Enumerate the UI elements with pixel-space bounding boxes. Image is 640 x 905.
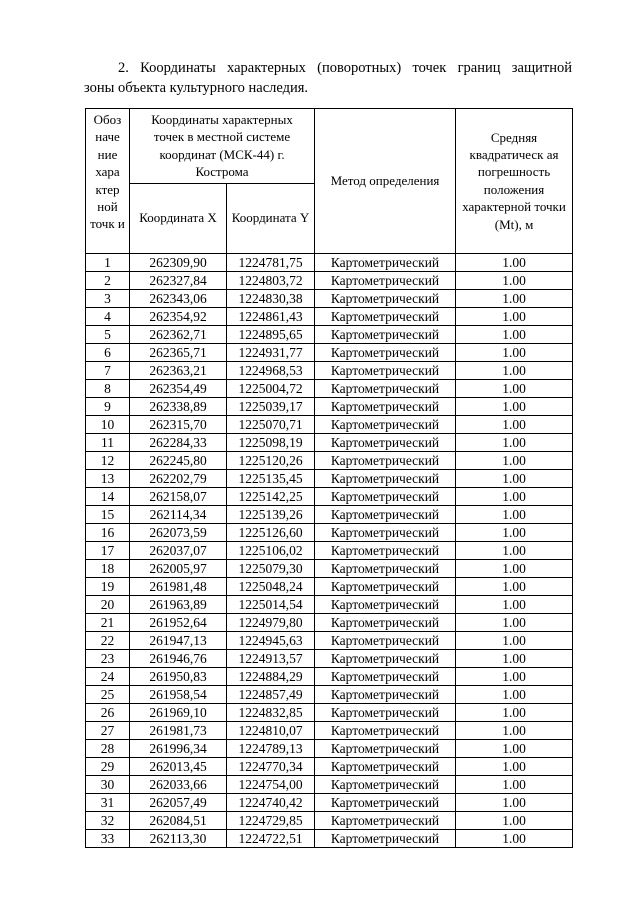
method-value: Картометрический	[315, 667, 456, 685]
point-number: 4	[86, 307, 130, 325]
table-row	[86, 703, 573, 721]
mean-error-value: 1.00	[456, 541, 573, 559]
heading-line-1: 2. Координаты характерных (поворотных) точек границ защитной	[118, 60, 572, 76]
table-row	[86, 379, 573, 397]
coordinate-x-value: 262362,71	[130, 325, 227, 343]
method-value: Картометрический	[315, 361, 456, 379]
mean-error-value: 1.00	[456, 433, 573, 451]
coordinate-x-value: 262202,79	[130, 469, 227, 487]
coordinate-y-value: 1225135,45	[227, 469, 315, 487]
mean-error-value: 1.00	[456, 811, 573, 829]
point-number: 9	[86, 397, 130, 415]
table-row	[86, 271, 573, 289]
coordinate-y-value: 1224884,29	[227, 667, 315, 685]
point-number: 2	[86, 271, 130, 289]
mean-error-value: 1.00	[456, 559, 573, 577]
header-coordinate-y: Координата Y	[227, 183, 315, 253]
mean-error-value: 1.00	[456, 289, 573, 307]
coordinate-y-value: 1224830,38	[227, 289, 315, 307]
point-number: 5	[86, 325, 130, 343]
method-value: Картометрический	[315, 523, 456, 541]
mean-error-value: 1.00	[456, 343, 573, 361]
coordinate-y-value: 1224861,43	[227, 307, 315, 325]
method-value: Картометрический	[315, 469, 456, 487]
coordinate-y-value: 1224968,53	[227, 361, 315, 379]
method-value: Картометрический	[315, 505, 456, 523]
method-value: Картометрический	[315, 811, 456, 829]
table-row	[86, 523, 573, 541]
coordinate-y-value: 1224832,85	[227, 703, 315, 721]
table-row	[86, 793, 573, 811]
method-value: Картометрический	[315, 289, 456, 307]
coordinate-x-value: 262309,90	[130, 253, 227, 271]
table-row	[86, 415, 573, 433]
point-number: 6	[86, 343, 130, 361]
mean-error-value: 1.00	[456, 649, 573, 667]
coordinate-y-value: 1225120,26	[227, 451, 315, 469]
coordinate-y-value: 1224722,51	[227, 829, 315, 847]
point-number: 21	[86, 613, 130, 631]
point-number: 20	[86, 595, 130, 613]
coordinate-x-value: 262284,33	[130, 433, 227, 451]
coordinate-y-value: 1225048,24	[227, 577, 315, 595]
coordinate-x-value: 262005,97	[130, 559, 227, 577]
coordinate-x-value: 261981,48	[130, 577, 227, 595]
mean-error-value: 1.00	[456, 829, 573, 847]
method-value: Картометрический	[315, 271, 456, 289]
point-number: 17	[86, 541, 130, 559]
coordinate-y-value: 1224729,85	[227, 811, 315, 829]
method-value: Картометрический	[315, 559, 456, 577]
coordinate-x-value: 262354,92	[130, 307, 227, 325]
table-row	[86, 721, 573, 739]
method-value: Картометрический	[315, 775, 456, 793]
table-row	[86, 433, 573, 451]
point-number: 24	[86, 667, 130, 685]
mean-error-value: 1.00	[456, 577, 573, 595]
point-number: 1	[86, 253, 130, 271]
point-number: 30	[86, 775, 130, 793]
coordinate-y-value: 1224781,75	[227, 253, 315, 271]
point-number: 19	[86, 577, 130, 595]
table-header	[86, 109, 573, 254]
coordinate-x-value: 261981,73	[130, 721, 227, 739]
mean-error-value: 1.00	[456, 721, 573, 739]
coordinate-x-value: 261947,13	[130, 631, 227, 649]
method-value: Картометрический	[315, 487, 456, 505]
point-number: 31	[86, 793, 130, 811]
mean-error-value: 1.00	[456, 487, 573, 505]
table-row	[86, 253, 573, 271]
mean-error-value: 1.00	[456, 793, 573, 811]
method-value: Картометрический	[315, 307, 456, 325]
point-number: 3	[86, 289, 130, 307]
point-number: 12	[86, 451, 130, 469]
point-number: 14	[86, 487, 130, 505]
coordinate-x-value: 262057,49	[130, 793, 227, 811]
table-row	[86, 361, 573, 379]
table-row	[86, 325, 573, 343]
header-coordinates-group: Координаты характерных точек в местной системе координат (МСК-44) г. Кострома	[130, 109, 315, 184]
coordinate-y-value: 1224895,65	[227, 325, 315, 343]
table-row	[86, 649, 573, 667]
mean-error-value: 1.00	[456, 775, 573, 793]
mean-error-value: 1.00	[456, 505, 573, 523]
section-heading	[84, 58, 572, 98]
point-number: 11	[86, 433, 130, 451]
table-row	[86, 343, 573, 361]
coordinate-y-value: 1225139,26	[227, 505, 315, 523]
point-number: 23	[86, 649, 130, 667]
mean-error-value: 1.00	[456, 757, 573, 775]
coordinate-x-value: 262363,21	[130, 361, 227, 379]
mean-error-value: 1.00	[456, 685, 573, 703]
mean-error-value: 1.00	[456, 415, 573, 433]
coordinate-y-value: 1224857,49	[227, 685, 315, 703]
method-value: Картометрический	[315, 829, 456, 847]
coordinate-y-value: 1225039,17	[227, 397, 315, 415]
point-number: 28	[86, 739, 130, 757]
mean-error-value: 1.00	[456, 451, 573, 469]
table-row	[86, 631, 573, 649]
table-row	[86, 397, 573, 415]
table-row	[86, 559, 573, 577]
coordinate-y-value: 1224931,77	[227, 343, 315, 361]
point-number: 13	[86, 469, 130, 487]
method-value: Картометрический	[315, 397, 456, 415]
coordinate-y-value: 1225098,19	[227, 433, 315, 451]
point-number: 29	[86, 757, 130, 775]
coordinate-y-value: 1224979,80	[227, 613, 315, 631]
table-row	[86, 487, 573, 505]
coordinate-x-value: 262013,45	[130, 757, 227, 775]
table-row	[86, 811, 573, 829]
coordinate-x-value: 262338,89	[130, 397, 227, 415]
point-number: 33	[86, 829, 130, 847]
coordinate-y-value: 1224810,07	[227, 721, 315, 739]
coordinate-y-value: 1224789,13	[227, 739, 315, 757]
point-number: 22	[86, 631, 130, 649]
method-value: Картометрический	[315, 721, 456, 739]
point-number: 18	[86, 559, 130, 577]
coordinate-x-value: 262343,06	[130, 289, 227, 307]
coordinate-x-value: 262315,70	[130, 415, 227, 433]
method-value: Картометрический	[315, 613, 456, 631]
coordinate-y-value: 1225070,71	[227, 415, 315, 433]
coordinate-y-value: 1225079,30	[227, 559, 315, 577]
coordinate-x-value: 262037,07	[130, 541, 227, 559]
coordinate-y-value: 1225106,02	[227, 541, 315, 559]
mean-error-value: 1.00	[456, 631, 573, 649]
point-number: 15	[86, 505, 130, 523]
coordinate-x-value: 262327,84	[130, 271, 227, 289]
coordinate-x-value: 262114,34	[130, 505, 227, 523]
point-number: 7	[86, 361, 130, 379]
mean-error-value: 1.00	[456, 307, 573, 325]
coordinates-table	[85, 108, 573, 848]
coordinate-x-value: 262033,66	[130, 775, 227, 793]
mean-error-value: 1.00	[456, 361, 573, 379]
method-value: Картометрический	[315, 325, 456, 343]
table-row	[86, 739, 573, 757]
table-row	[86, 595, 573, 613]
method-value: Картометрический	[315, 649, 456, 667]
mean-error-value: 1.00	[456, 703, 573, 721]
mean-error-value: 1.00	[456, 667, 573, 685]
method-value: Картометрический	[315, 433, 456, 451]
header-mean-error: Средняя квадратическ ая погрешность положения характерной точки (Mt), м	[456, 109, 573, 254]
coordinate-y-value: 1224803,72	[227, 271, 315, 289]
coordinate-x-value: 262113,30	[130, 829, 227, 847]
coordinate-x-value: 262245,80	[130, 451, 227, 469]
point-number: 32	[86, 811, 130, 829]
coordinate-y-value: 1224770,34	[227, 757, 315, 775]
method-value: Картометрический	[315, 595, 456, 613]
mean-error-value: 1.00	[456, 469, 573, 487]
mean-error-value: 1.00	[456, 397, 573, 415]
coordinate-x-value: 261946,76	[130, 649, 227, 667]
table-row	[86, 307, 573, 325]
mean-error-value: 1.00	[456, 271, 573, 289]
coordinate-y-value: 1224740,42	[227, 793, 315, 811]
point-number: 8	[86, 379, 130, 397]
header-point-designation: Обоз наче ние хара ктер ной точк и	[86, 109, 130, 254]
mean-error-value: 1.00	[456, 739, 573, 757]
coordinate-y-value: 1225126,60	[227, 523, 315, 541]
point-number: 26	[86, 703, 130, 721]
coordinate-x-value: 262073,59	[130, 523, 227, 541]
table-row	[86, 667, 573, 685]
coordinate-x-value: 261963,89	[130, 595, 227, 613]
coordinate-y-value: 1224913,57	[227, 649, 315, 667]
method-value: Картометрический	[315, 739, 456, 757]
mean-error-value: 1.00	[456, 523, 573, 541]
table-row	[86, 577, 573, 595]
method-value: Картометрический	[315, 631, 456, 649]
coordinate-y-value: 1225142,25	[227, 487, 315, 505]
header-method: Метод определения	[315, 109, 456, 254]
coordinate-y-value: 1225004,72	[227, 379, 315, 397]
table-row	[86, 505, 573, 523]
method-value: Картометрический	[315, 415, 456, 433]
point-number: 25	[86, 685, 130, 703]
mean-error-value: 1.00	[456, 613, 573, 631]
coordinate-x-value: 261996,34	[130, 739, 227, 757]
table-body	[86, 253, 573, 847]
table-row	[86, 451, 573, 469]
coordinate-x-value: 262354,49	[130, 379, 227, 397]
point-number: 16	[86, 523, 130, 541]
coordinate-x-value: 262084,51	[130, 811, 227, 829]
table-row	[86, 613, 573, 631]
table-row	[86, 775, 573, 793]
mean-error-value: 1.00	[456, 595, 573, 613]
coordinate-x-value: 261958,54	[130, 685, 227, 703]
header-coordinate-x: Координата X	[130, 183, 227, 253]
point-number: 10	[86, 415, 130, 433]
method-value: Картометрический	[315, 793, 456, 811]
method-value: Картометрический	[315, 577, 456, 595]
table-row	[86, 757, 573, 775]
table-row	[86, 541, 573, 559]
method-value: Картометрический	[315, 685, 456, 703]
coordinate-x-value: 261950,83	[130, 667, 227, 685]
method-value: Картометрический	[315, 379, 456, 397]
method-value: Картометрический	[315, 757, 456, 775]
coordinate-x-value: 261952,64	[130, 613, 227, 631]
coordinate-x-value: 262158,07	[130, 487, 227, 505]
mean-error-value: 1.00	[456, 253, 573, 271]
table-row	[86, 829, 573, 847]
table-row	[86, 469, 573, 487]
method-value: Картометрический	[315, 541, 456, 559]
coordinate-x-value: 261969,10	[130, 703, 227, 721]
coordinate-y-value: 1225014,54	[227, 595, 315, 613]
coordinate-y-value: 1224754,00	[227, 775, 315, 793]
mean-error-value: 1.00	[456, 325, 573, 343]
coordinate-x-value: 262365,71	[130, 343, 227, 361]
method-value: Картометрический	[315, 703, 456, 721]
table-row	[86, 685, 573, 703]
method-value: Картометрический	[315, 253, 456, 271]
heading-line-2: зоны объекта культурного наследия.	[84, 80, 309, 96]
table-row	[86, 289, 573, 307]
point-number: 27	[86, 721, 130, 739]
method-value: Картометрический	[315, 451, 456, 469]
method-value: Картометрический	[315, 343, 456, 361]
coordinate-y-value: 1224945,63	[227, 631, 315, 649]
mean-error-value: 1.00	[456, 379, 573, 397]
